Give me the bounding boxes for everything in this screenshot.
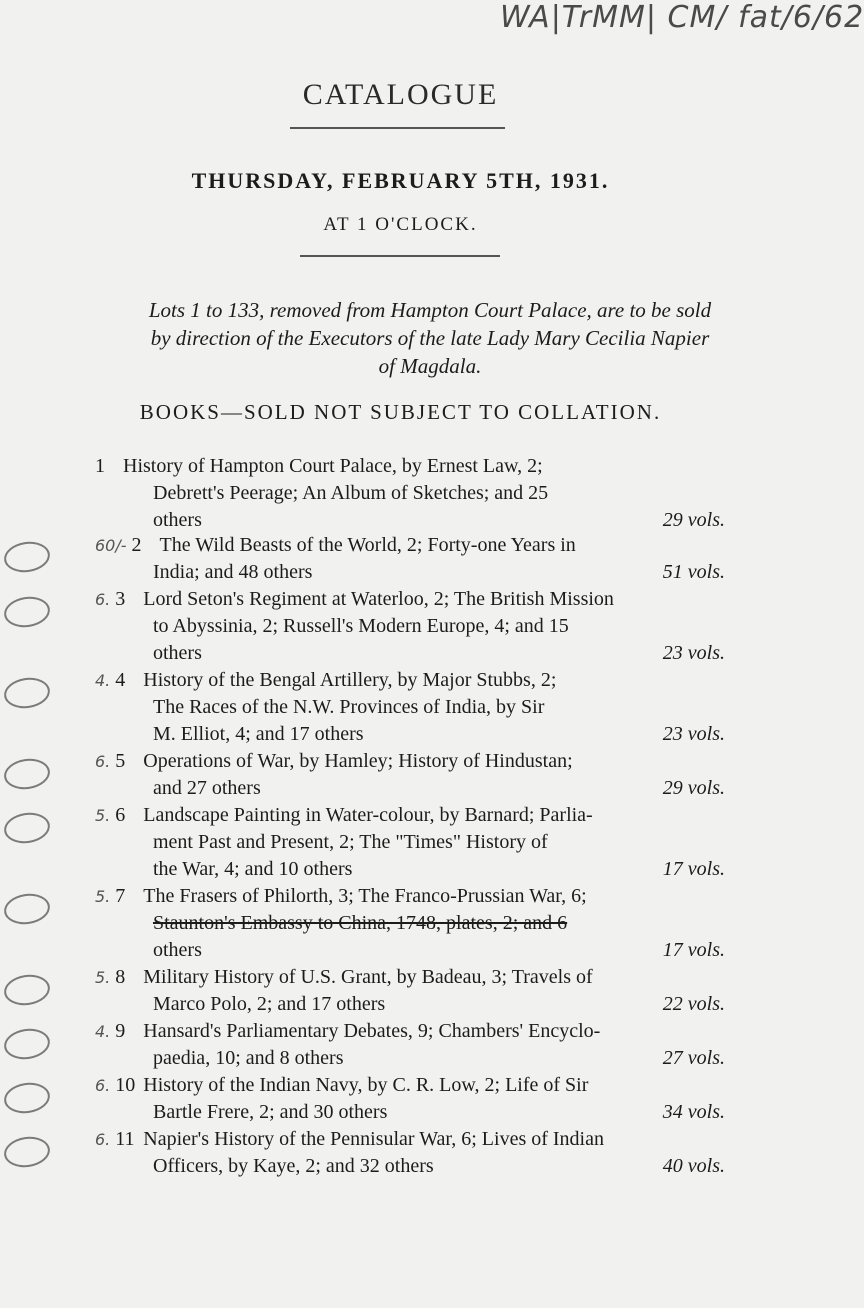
sale-time: AT 1 O'CLOCK. <box>323 214 478 235</box>
lot-number: 5 <box>115 750 126 772</box>
lot-number: 6 <box>115 804 126 826</box>
lot-text: the War, 4; and 10 others <box>153 858 353 880</box>
margin-mark <box>2 539 52 575</box>
lot-number: 11 <box>115 1128 135 1150</box>
handwritten-annotation: WA|TrMM| CM/ fat/6/62 <box>500 0 864 35</box>
lot-entry <box>95 586 725 667</box>
price-note: 4. <box>95 1022 111 1041</box>
lot-text: to Abyssinia, 2; Russell's Modern Europe, 4; and 15 <box>153 615 569 637</box>
intro-line: Lots 1 to 133, removed from Hampton Court Palace, are to be sold <box>148 298 712 322</box>
price-note: 6. <box>95 590 111 609</box>
lot-entry <box>95 748 725 802</box>
lot-text: India; and 48 others <box>153 561 313 583</box>
lot-volumes: 40 vols. <box>662 1155 725 1177</box>
lot-entry <box>95 802 725 883</box>
lot-text: The Races of the N.W. Provinces of India, by Sir <box>153 696 545 718</box>
title-rule <box>290 127 505 129</box>
lot-text: others <box>153 509 202 531</box>
price-note: 6. <box>95 1130 111 1149</box>
lot-text: Bartle Frere, 2; and 30 others <box>153 1101 388 1123</box>
margin-mark <box>2 891 52 927</box>
lot-text: Military History of U.S. Grant, by Badeau, 3; Travels of <box>143 966 593 988</box>
time-rule <box>300 255 500 257</box>
lot-text: Hansard's Parliamentary Debates, 9; Chambers' Encyclo- <box>143 1020 601 1042</box>
lot-text: History of Hampton Court Palace, by Ernest Law, 2; <box>123 455 543 477</box>
lot-number: 1 <box>95 455 105 477</box>
lot-volumes: 17 vols. <box>662 858 725 880</box>
margin-mark <box>2 675 52 711</box>
lot-entry <box>95 667 725 748</box>
lot-number: 10 <box>115 1074 136 1096</box>
margin-mark <box>2 1026 52 1062</box>
lot-volumes: 29 vols. <box>662 777 725 799</box>
lot-number: 3 <box>115 588 126 610</box>
lot-volumes: 17 vols. <box>662 939 725 961</box>
intro-line: of Magdala. <box>378 354 482 378</box>
sale-date: THURSDAY, FEBRUARY 5TH, 1931. <box>191 168 610 193</box>
lot-entry <box>95 1018 725 1072</box>
price-note: 6. <box>95 1076 111 1095</box>
lot-text: Marco Polo, 2; and 17 others <box>153 993 386 1015</box>
lot-number: 9 <box>115 1020 126 1042</box>
price-note: 6. <box>95 752 111 771</box>
margin-mark <box>2 756 52 792</box>
lot-volumes: 51 vols. <box>662 561 725 583</box>
lot-number: 8 <box>115 966 126 988</box>
margin-mark <box>2 1134 52 1170</box>
lot-volumes: 22 vols. <box>662 993 725 1015</box>
price-note: 5. <box>95 887 111 906</box>
price-note: 60/- <box>95 536 127 555</box>
section-heading: BOOKS—SOLD NOT SUBJECT TO COLLATION. <box>139 400 662 424</box>
lot-text: Operations of War, by Hamley; History of Hindustan; <box>143 750 573 772</box>
lot-text: Landscape Painting in Water-colour, by Barnard; Parlia- <box>143 804 593 826</box>
lot-volumes: 23 vols. <box>662 723 725 745</box>
lot-volumes: 34 vols. <box>662 1101 725 1123</box>
lot-text: ment Past and Present, 2; The "Times" History of <box>153 831 548 853</box>
lot-text: The Frasers of Philorth, 3; The Franco-Prussian War, 6; <box>143 885 587 907</box>
price-note: 5. <box>95 968 111 987</box>
lot-text: Lord Seton's Regiment at Waterloo, 2; The British Mission <box>143 588 614 610</box>
lot-entry <box>95 532 725 586</box>
lot-number: 2 <box>131 534 142 556</box>
lot-entry <box>95 453 725 534</box>
lot-volumes: 27 vols. <box>662 1047 725 1069</box>
price-note: 5. <box>95 806 111 825</box>
lot-number: 4 <box>115 669 126 691</box>
lot-text: Debrett's Peerage; An Album of Sketches; and 25 <box>153 482 549 504</box>
catalogue-title: CATALOGUE <box>302 78 499 111</box>
lot-text: others <box>153 642 202 664</box>
lot-text: History of the Indian Navy, by C. R. Low, 2; Life of Sir <box>143 1074 589 1096</box>
intro-line: by direction of the Executors of the late Lady Mary Cecilia Napier <box>150 326 710 350</box>
lot-text: and 27 others <box>153 777 261 799</box>
intro-paragraph <box>110 296 750 380</box>
lot-entry <box>95 883 725 964</box>
lot-entry <box>95 964 725 1018</box>
lot-text: The Wild Beasts of the World, 2; Forty-one Years in <box>159 534 576 556</box>
lot-text: Napier's History of the Pennisular War, 6; Lives of Indian <box>143 1128 604 1150</box>
margin-mark <box>2 810 52 846</box>
lot-text: M. Elliot, 4; and 17 others <box>153 723 364 745</box>
lot-volumes: 23 vols. <box>662 642 725 664</box>
lot-text: others <box>153 939 202 961</box>
lot-text: Officers, by Kaye, 2; and 32 others <box>153 1155 434 1177</box>
lot-text: History of the Bengal Artillery, by Major Stubbs, 2; <box>143 669 557 691</box>
lot-text: paedia, 10; and 8 others <box>153 1047 344 1069</box>
margin-mark <box>2 972 52 1008</box>
price-note: 4. <box>95 671 111 690</box>
lot-entry <box>95 1072 725 1126</box>
margin-mark <box>2 1080 52 1116</box>
margin-mark <box>2 594 52 630</box>
lot-text: Staunton's Embassy to China, 1748, plates, 2; and 6 <box>153 912 568 934</box>
lot-volumes: 29 vols. <box>662 509 725 531</box>
lot-entry <box>95 1126 725 1180</box>
lot-number: 7 <box>115 885 126 907</box>
